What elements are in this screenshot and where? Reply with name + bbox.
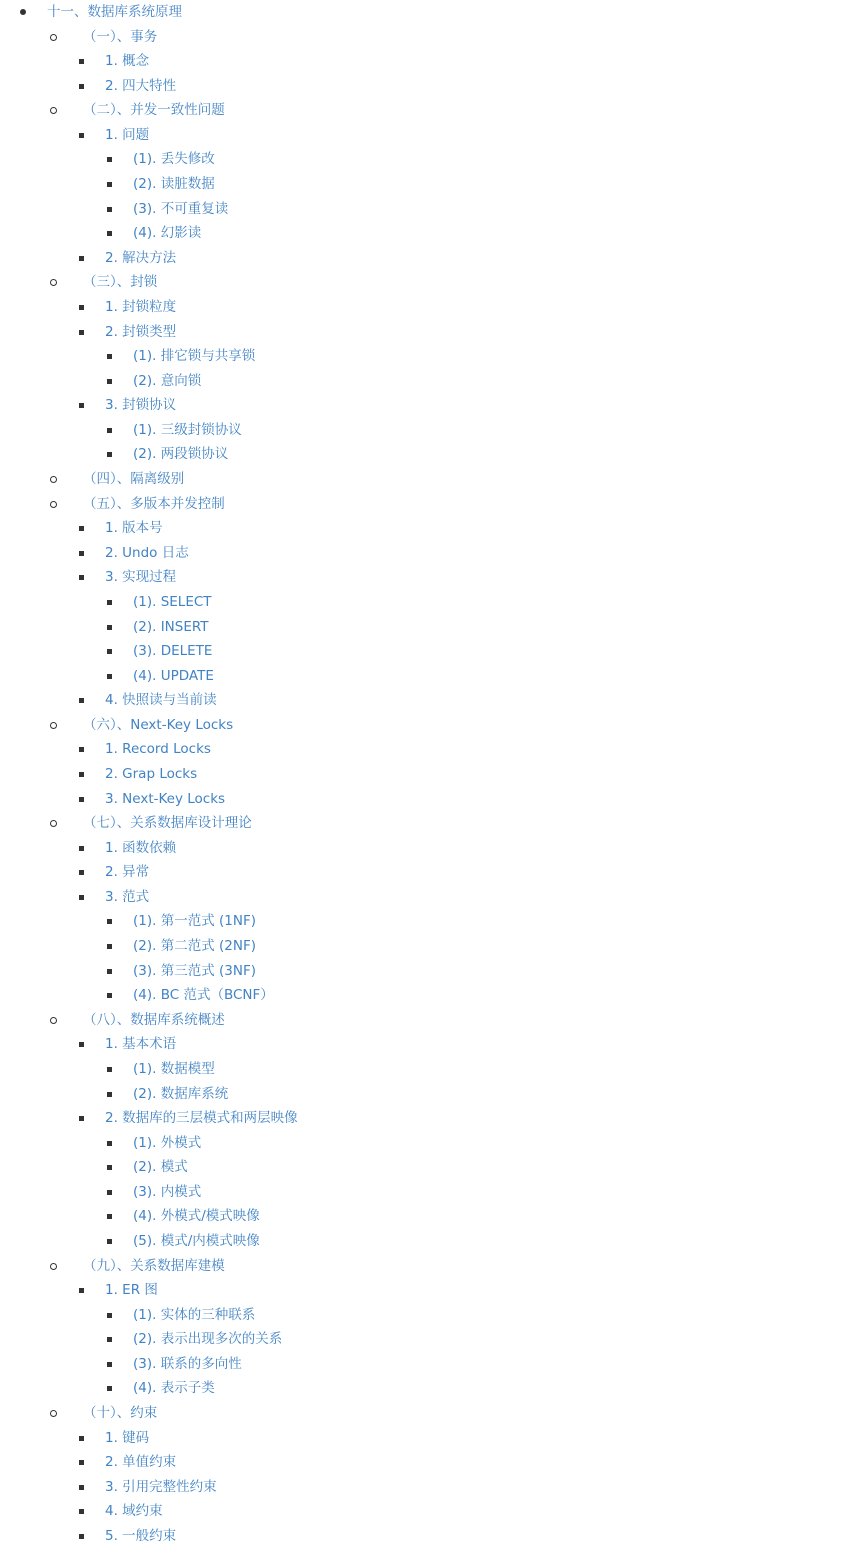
toc-subitem-link[interactable]: (5). 模式/内模式映像 [133,1233,260,1249]
bullet-icon [72,838,92,858]
toc-item-link[interactable]: 1. 封锁粒度 [105,298,177,315]
bullet-icon [72,739,92,759]
toc-subitem-link[interactable]: (2). 表示出现多次的关系 [133,1331,283,1348]
toc-item-link[interactable]: 2. 解决方法 [105,249,177,266]
bullet-icon [72,1501,92,1521]
bullet-icon [44,494,64,514]
bullet-icon [100,1305,120,1325]
toc-subitem-link[interactable]: (1). 三级封锁协议 [133,421,242,438]
bullet-icon [44,469,64,489]
toc-section-link[interactable]: （六）、Next-Key Locks [83,716,234,733]
bullet-icon [100,666,120,686]
bullet-icon [72,248,92,268]
toc-section-link[interactable]: （四）、隔离级别 [83,471,185,488]
toc-subitem-link[interactable]: (1). 丢失修改 [133,151,215,168]
toc-subitem-link[interactable]: (2). 第二范式 (2NF) [133,938,256,955]
toc-item-link[interactable]: 1. 基本术语 [105,1036,177,1053]
toc-item-link[interactable]: 1. ER 图 [105,1282,158,1299]
bullet-icon [100,444,120,464]
bullet-icon [72,887,92,907]
bullet-icon [100,346,120,366]
toc-item-link[interactable]: 2. Grap Locks [105,765,198,782]
bullet-icon [100,371,120,391]
toc-title-link[interactable]: 十一、数据库系统原理 [47,4,182,20]
bullet-icon [72,297,92,317]
toc-item-link[interactable]: 1. 版本号 [105,520,163,537]
bullet-icon [100,199,120,219]
toc-section-link[interactable]: （九）、关系数据库建模 [83,1257,225,1274]
bullet-icon [72,1428,92,1448]
bullet-icon [100,961,120,981]
bullet-icon [72,789,92,809]
toc-section-link[interactable]: （八）、数据库系统概述 [83,1011,225,1028]
bullet-icon [100,1329,120,1349]
bullet-icon [100,420,120,440]
toc-subitem-link[interactable]: (3). 内模式 [133,1183,202,1200]
toc-item-link[interactable]: 2. 数据库的三层模式和两层映像 [105,1110,298,1127]
bullet-icon [100,1084,120,1104]
toc-section-link[interactable]: （五）、多版本并发控制 [83,495,225,512]
bullet-icon [100,149,120,169]
bullet-icon [72,690,92,710]
toc-subitem-link[interactable]: (1). 数据模型 [133,1060,215,1077]
toc-item-link[interactable]: 1. 概念 [105,53,150,70]
bullet-icon [72,862,92,882]
bullet-icon [44,272,64,292]
bullet-icon [100,911,120,931]
bullet-icon [72,1108,92,1128]
bullet-icon [100,1354,120,1374]
toc-item-link[interactable]: 4. 域约束 [105,1503,163,1520]
bullet-icon [72,76,92,96]
bullet-icon [100,592,120,612]
bullet-icon [100,1157,120,1177]
bullet-icon [100,1059,120,1079]
toc-item-link[interactable]: 4. 快照读与当前读 [105,692,217,709]
toc-item-link[interactable]: 3. 范式 [105,888,150,905]
toc-section-link[interactable]: （一）、事务 [83,28,158,45]
bullet-icon [72,322,92,342]
bullet-icon [44,100,64,120]
bullet-icon [100,617,120,637]
toc-subitem-link[interactable]: (4). UPDATE [133,667,214,684]
toc-item-link[interactable]: 1. 函数依赖 [105,839,177,856]
toc-subitem-link[interactable]: (2). INSERT [133,618,209,635]
bullet-icon [100,1133,120,1153]
toc-item-link[interactable]: 2. 单值约束 [105,1454,177,1471]
bullet-icon [100,641,120,661]
bullet-icon [100,1378,120,1398]
toc-section-link[interactable]: （二）、并发一致性问题 [83,102,225,119]
bullet-icon [72,125,92,145]
toc-subitem-link[interactable]: (4). 外模式/模式映像 [133,1208,260,1225]
toc-subitem-link[interactable]: (4). 幻影读 [133,225,202,242]
toc-subitem-link[interactable]: (3). 第三范式 (3NF) [133,962,256,979]
bullet-icon [72,1477,92,1497]
bullet-icon [72,764,92,784]
toc-item-link[interactable]: 5. 一般约束 [105,1527,177,1544]
toc-subitem-link[interactable]: (4). 表示子类 [133,1380,215,1397]
bullet-icon [44,1010,64,1030]
toc-item-link[interactable]: 3. 实现过程 [105,569,177,586]
toc-subitem-link[interactable]: (2). 读脏数据 [133,176,215,193]
bullet-icon [72,1034,92,1054]
toc-item-link[interactable]: 3. 封锁协议 [105,397,177,414]
toc-section-link[interactable]: （十）、约束 [83,1405,158,1422]
toc-item-link[interactable]: 1. 问题 [105,126,150,143]
bullet-icon [100,1231,120,1251]
toc-subitem-link[interactable]: (1). 实体的三种联系 [133,1306,256,1323]
toc-item-link[interactable]: 2. 四大特性 [105,77,177,94]
toc-subitem-link[interactable]: (1). SELECT [133,593,212,610]
toc-subitem-link[interactable]: (3). DELETE [133,643,213,660]
bullet-icon [72,567,92,587]
toc-item-link[interactable]: 2. Undo 日志 [105,544,189,561]
bullet-icon [44,715,64,735]
bullet-icon [72,1280,92,1300]
toc-subitem-link[interactable]: (2). 模式 [133,1159,188,1176]
bullet-icon [44,27,64,47]
bullet-icon [100,936,120,956]
toc-item-link[interactable]: 3. 引用完整性约束 [105,1478,217,1495]
toc-subitem-link[interactable]: (1). 排它锁与共享锁 [133,348,256,365]
bullet-icon [72,518,92,538]
bullet-icon [44,1403,64,1423]
toc-subitem-link[interactable]: (1). 外模式 [133,1134,202,1151]
bullet-icon [72,395,92,415]
toc-subitem-link[interactable]: (2). 两段锁协议 [133,446,229,463]
toc-item-link[interactable]: 3. Next-Key Locks [105,790,226,807]
toc-section-link[interactable]: （七）、关系数据库设计理论 [83,815,252,832]
toc-item-link[interactable]: 1. Record Locks [105,741,211,758]
bullet-icon [72,51,92,71]
toc-subitem-link[interactable]: (1). 第一范式 (1NF) [133,913,256,930]
bullet-icon [13,2,33,22]
toc-subitem-link[interactable]: (4). BC 范式（BCNF） [133,987,274,1004]
toc-item-link[interactable]: 2. 封锁类型 [105,323,177,340]
toc-subitem-link[interactable]: (3). 不可重复读 [133,200,229,217]
bullet-icon [72,1526,92,1546]
bullet-icon [100,985,120,1005]
bullet-icon [44,813,64,833]
toc-subitem-link[interactable]: (3). 联系的多向性 [133,1355,242,1372]
bullet-icon [100,1206,120,1226]
toc-section-link[interactable]: （三）、封锁 [83,274,158,291]
bullet-icon [44,1256,64,1276]
bullet-icon [100,1182,120,1202]
toc-subitem-link[interactable]: (2). 意向锁 [133,372,202,389]
toc-subitem-link[interactable]: (2). 数据库系统 [133,1085,229,1102]
bullet-icon [72,1452,92,1472]
toc-item-link[interactable]: 1. 键码 [105,1429,150,1446]
bullet-icon [100,223,120,243]
toc-item-link[interactable]: 2. 异常 [105,864,150,881]
bullet-icon [72,543,92,563]
bullet-icon [100,174,120,194]
